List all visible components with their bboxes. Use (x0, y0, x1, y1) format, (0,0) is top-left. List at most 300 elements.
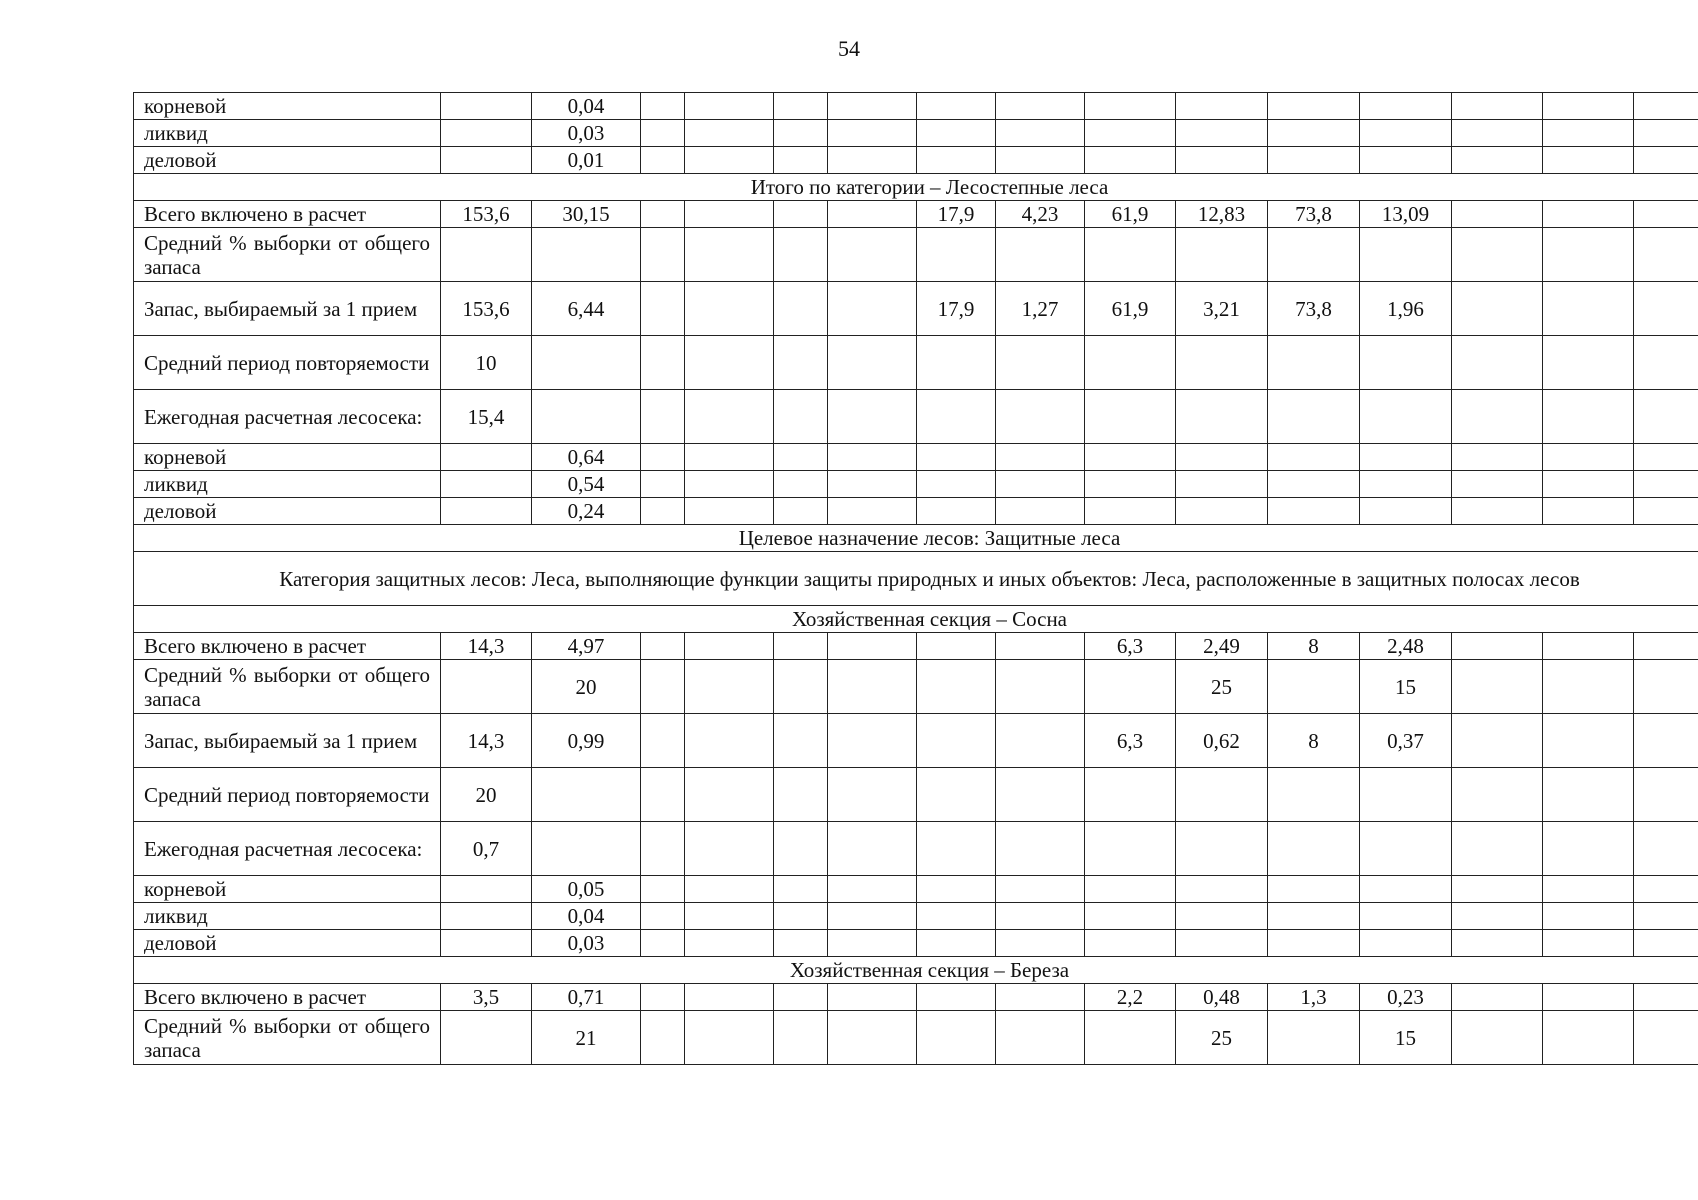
table-cell (774, 822, 828, 876)
section-header: Целевое назначение лесов: Защитные леса (134, 525, 1698, 552)
table-cell (828, 228, 917, 282)
table-row (134, 660, 1698, 714)
table-cell (1634, 984, 1698, 1011)
table-cell (685, 498, 774, 525)
table-cell (1452, 930, 1543, 957)
table-cell (641, 390, 685, 444)
table-cell: 0,62 (1176, 714, 1268, 768)
table-cell (441, 444, 532, 471)
table-cell (1085, 930, 1176, 957)
table-cell (1543, 147, 1634, 174)
table-cell: 153,6 (441, 282, 532, 336)
table-cell (917, 660, 996, 714)
table-cell (1543, 876, 1634, 903)
table-cell (1543, 444, 1634, 471)
table-cell (1176, 336, 1268, 390)
table-cell (441, 228, 532, 282)
table-cell: 2,49 (1176, 633, 1268, 660)
table-cell (1452, 444, 1543, 471)
table-cell: 0,04 (532, 903, 641, 930)
table-row (134, 390, 1698, 444)
row-label: Всего включено в расчет (134, 633, 441, 660)
row-label: деловой (134, 147, 441, 174)
table-cell (441, 930, 532, 957)
row-label: корневой (134, 444, 441, 471)
table-cell (641, 336, 685, 390)
table-cell: 6,44 (532, 282, 641, 336)
table-cell: 21 (532, 1011, 641, 1065)
table-cell (1176, 228, 1268, 282)
table-cell (774, 282, 828, 336)
table-cell (1634, 714, 1698, 768)
table-cell (1543, 822, 1634, 876)
table-cell: 17,9 (917, 201, 996, 228)
table-row (134, 903, 1698, 930)
table-cell (1085, 876, 1176, 903)
table-cell (1543, 903, 1634, 930)
table-cell (996, 336, 1085, 390)
table-cell (917, 471, 996, 498)
table-cell (641, 498, 685, 525)
table-cell: 3,5 (441, 984, 532, 1011)
table-cell: 0,64 (532, 444, 641, 471)
table-cell (828, 714, 917, 768)
table-cell (917, 822, 996, 876)
row-label: Средний % выборки от общего запаса (134, 660, 441, 714)
table-cell (917, 147, 996, 174)
table-cell (685, 282, 774, 336)
table-cell (828, 201, 917, 228)
table-row (134, 1011, 1698, 1065)
table-cell (1634, 1011, 1698, 1065)
table-cell: 0,54 (532, 471, 641, 498)
table-cell: 153,6 (441, 201, 532, 228)
table-row (134, 228, 1698, 282)
row-label: корневой (134, 876, 441, 903)
table-cell (1360, 822, 1452, 876)
table-cell (641, 201, 685, 228)
row-label: Средний период повторяемости (134, 336, 441, 390)
table-row (134, 822, 1698, 876)
table-cell (828, 120, 917, 147)
table-cell (917, 714, 996, 768)
table-cell (1452, 282, 1543, 336)
table-cell: 13,09 (1360, 201, 1452, 228)
table-row (134, 714, 1698, 768)
table-cell (917, 336, 996, 390)
table-cell (774, 390, 828, 444)
table-cell (774, 471, 828, 498)
table-cell (641, 822, 685, 876)
table-cell (774, 876, 828, 903)
table-cell (1543, 984, 1634, 1011)
table-cell: 0,71 (532, 984, 641, 1011)
table-cell (1360, 498, 1452, 525)
table-cell: 14,3 (441, 633, 532, 660)
row-label: корневой (134, 93, 441, 120)
table-cell (641, 930, 685, 957)
table-cell (996, 876, 1085, 903)
table-cell (685, 120, 774, 147)
table-cell (441, 471, 532, 498)
table-cell (685, 390, 774, 444)
table-cell (641, 471, 685, 498)
table-cell (685, 93, 774, 120)
table-cell: 2,48 (1360, 633, 1452, 660)
table-cell (641, 714, 685, 768)
table-cell (441, 498, 532, 525)
table-cell (1268, 1011, 1360, 1065)
table-row (134, 120, 1698, 147)
table-cell (1452, 228, 1543, 282)
table-cell (532, 822, 641, 876)
table-row (134, 876, 1698, 903)
table-cell (1360, 390, 1452, 444)
table-cell (1543, 498, 1634, 525)
table-cell (996, 390, 1085, 444)
table-cell (1268, 93, 1360, 120)
table-cell (1085, 903, 1176, 930)
table-cell (1360, 444, 1452, 471)
table-row (134, 147, 1698, 174)
table-cell: 15,4 (441, 390, 532, 444)
table-cell (685, 471, 774, 498)
table-cell (1176, 93, 1268, 120)
table-cell: 14,3 (441, 714, 532, 768)
table-cell (1176, 120, 1268, 147)
table-cell (828, 660, 917, 714)
table-cell: 6,3 (1085, 714, 1176, 768)
table-cell (532, 228, 641, 282)
table-cell (917, 633, 996, 660)
table-cell (641, 282, 685, 336)
table-cell: 0,99 (532, 714, 641, 768)
table-cell (996, 471, 1085, 498)
table-cell (774, 444, 828, 471)
table-cell (1268, 930, 1360, 957)
table-cell: 25 (1176, 1011, 1268, 1065)
table-cell (1634, 471, 1698, 498)
table-cell (532, 390, 641, 444)
table-row (134, 282, 1698, 336)
allowable-cut-table (133, 92, 1698, 1065)
table-cell (1452, 660, 1543, 714)
table-cell: 0,37 (1360, 714, 1452, 768)
table-cell (1360, 768, 1452, 822)
table-cell (1176, 147, 1268, 174)
table-cell: 12,83 (1176, 201, 1268, 228)
table-cell (441, 660, 532, 714)
row-label: деловой (134, 498, 441, 525)
table-cell (1452, 1011, 1543, 1065)
table-cell (1543, 282, 1634, 336)
table-cell (685, 903, 774, 930)
table-row (134, 201, 1698, 228)
table-cell (1634, 768, 1698, 822)
table-cell (1268, 336, 1360, 390)
table-cell (685, 876, 774, 903)
table-cell (1176, 471, 1268, 498)
table-cell: 8 (1268, 714, 1360, 768)
table-cell (828, 876, 917, 903)
table-cell (1268, 120, 1360, 147)
table-cell (996, 444, 1085, 471)
row-label: деловой (134, 930, 441, 957)
table-cell (774, 1011, 828, 1065)
table-cell (917, 984, 996, 1011)
table-cell (1268, 876, 1360, 903)
table-cell: 0,03 (532, 120, 641, 147)
table-cell: 30,15 (532, 201, 641, 228)
table-cell (1176, 390, 1268, 444)
table-cell (996, 147, 1085, 174)
table-cell (1360, 471, 1452, 498)
row-label: ликвид (134, 471, 441, 498)
table-cell (1634, 336, 1698, 390)
table-cell (685, 984, 774, 1011)
table-cell: 1,3 (1268, 984, 1360, 1011)
table-cell (1452, 336, 1543, 390)
table-cell (685, 336, 774, 390)
table-cell (1085, 444, 1176, 471)
table-cell (1634, 201, 1698, 228)
table-cell: 17,9 (917, 282, 996, 336)
table-cell (641, 228, 685, 282)
section-header: Хозяйственная секция – Береза (134, 957, 1698, 984)
table-row (134, 444, 1698, 471)
row-label: Всего включено в расчет (134, 984, 441, 1011)
table-cell (828, 336, 917, 390)
table-cell (641, 633, 685, 660)
table-cell (917, 444, 996, 471)
table-cell: 2,2 (1085, 984, 1176, 1011)
table-cell (774, 201, 828, 228)
table-cell (532, 768, 641, 822)
section-header-row (134, 957, 1698, 984)
table-cell (828, 93, 917, 120)
table-cell: 20 (441, 768, 532, 822)
table-cell (1360, 903, 1452, 930)
table-cell (641, 93, 685, 120)
table-cell (1543, 930, 1634, 957)
table-cell (774, 903, 828, 930)
table-row (134, 471, 1698, 498)
section-header: Категория защитных лесов: Леса, выполняющие функции защиты природных и иных объектов: Леса, расположенные в защитных полосах лесов (134, 552, 1698, 606)
table-cell (1543, 660, 1634, 714)
table-cell (996, 714, 1085, 768)
table-cell (1543, 1011, 1634, 1065)
table-cell (1452, 147, 1543, 174)
table-cell (685, 147, 774, 174)
table-cell (996, 498, 1085, 525)
table-cell (1452, 903, 1543, 930)
table-cell (996, 822, 1085, 876)
table-cell (641, 120, 685, 147)
table-cell (917, 876, 996, 903)
table-cell (685, 1011, 774, 1065)
table-cell (917, 1011, 996, 1065)
table-cell: 0,23 (1360, 984, 1452, 1011)
table-cell (1085, 336, 1176, 390)
table-cell: 0,48 (1176, 984, 1268, 1011)
row-label: Запас, выбираемый за 1 прием (134, 714, 441, 768)
table-cell (774, 336, 828, 390)
table-cell (1634, 633, 1698, 660)
table-cell (828, 903, 917, 930)
table-cell (1268, 147, 1360, 174)
table-cell: 61,9 (1085, 201, 1176, 228)
table-cell (1634, 660, 1698, 714)
table-cell (685, 714, 774, 768)
table-row (134, 498, 1698, 525)
table-cell (1268, 768, 1360, 822)
table-row (134, 984, 1698, 1011)
table-cell (1543, 768, 1634, 822)
table-cell: 0,7 (441, 822, 532, 876)
row-label: Ежегодная расчетная лесосека: (134, 390, 441, 444)
table-cell (1176, 498, 1268, 525)
table-cell (532, 336, 641, 390)
table-cell: 1,27 (996, 282, 1085, 336)
table-cell (1634, 876, 1698, 903)
table-cell (685, 768, 774, 822)
table-cell (1634, 903, 1698, 930)
table-cell (774, 93, 828, 120)
table-cell (1360, 93, 1452, 120)
table-cell (996, 1011, 1085, 1065)
table-cell: 1,96 (1360, 282, 1452, 336)
table-cell (1634, 444, 1698, 471)
table-cell (1085, 768, 1176, 822)
table-cell (1543, 714, 1634, 768)
table-cell (1543, 336, 1634, 390)
row-label: ликвид (134, 903, 441, 930)
table-cell (996, 660, 1085, 714)
table-cell (441, 903, 532, 930)
section-header: Хозяйственная секция – Сосна (134, 606, 1698, 633)
table-cell (1085, 147, 1176, 174)
table-cell (685, 201, 774, 228)
table-cell (828, 633, 917, 660)
table-cell (1543, 120, 1634, 147)
table-cell (1085, 120, 1176, 147)
table-cell (828, 930, 917, 957)
table-cell (1360, 120, 1452, 147)
table-cell (1543, 201, 1634, 228)
table-cell (641, 444, 685, 471)
table-cell (996, 633, 1085, 660)
row-label: ликвид (134, 120, 441, 147)
table-cell (1176, 903, 1268, 930)
table-cell (641, 984, 685, 1011)
section-header-row (134, 552, 1698, 606)
table-cell (1452, 390, 1543, 444)
table-cell (1634, 93, 1698, 120)
table-cell (917, 903, 996, 930)
table-cell (685, 633, 774, 660)
table-cell (641, 903, 685, 930)
table-cell (641, 660, 685, 714)
table-cell (996, 120, 1085, 147)
row-label: Всего включено в расчет (134, 201, 441, 228)
table-cell (641, 147, 685, 174)
table-cell (1085, 471, 1176, 498)
section-header-row (134, 174, 1698, 201)
table-cell: 8 (1268, 633, 1360, 660)
table-cell (1360, 876, 1452, 903)
table-cell (1176, 444, 1268, 471)
table-row (134, 768, 1698, 822)
table-cell (996, 903, 1085, 930)
table-cell (441, 876, 532, 903)
table-cell: 4,97 (532, 633, 641, 660)
row-label: Средний период повторяемости (134, 768, 441, 822)
table-cell (1634, 282, 1698, 336)
row-label: Средний % выборки от общего запаса (134, 228, 441, 282)
table-cell (996, 768, 1085, 822)
table-cell (1634, 822, 1698, 876)
table-cell (774, 660, 828, 714)
table-cell (828, 498, 917, 525)
table-cell (828, 444, 917, 471)
table-cell (774, 120, 828, 147)
table-cell (685, 822, 774, 876)
table-cell (1543, 93, 1634, 120)
table-cell (1085, 228, 1176, 282)
table-cell (1634, 498, 1698, 525)
table-cell (774, 633, 828, 660)
table-cell (996, 984, 1085, 1011)
table-cell (1634, 228, 1698, 282)
table-cell (1085, 822, 1176, 876)
section-header-row (134, 525, 1698, 552)
table-cell (1452, 984, 1543, 1011)
table-cell (1452, 822, 1543, 876)
table-cell (828, 390, 917, 444)
table-cell (774, 984, 828, 1011)
table-cell (828, 768, 917, 822)
table-cell (1268, 660, 1360, 714)
table-cell (685, 444, 774, 471)
table-cell (1634, 390, 1698, 444)
table-cell (774, 147, 828, 174)
table-cell (641, 768, 685, 822)
table-cell (828, 471, 917, 498)
table-cell: 73,8 (1268, 282, 1360, 336)
table-cell (1085, 93, 1176, 120)
table-cell (828, 984, 917, 1011)
table-cell: 6,3 (1085, 633, 1176, 660)
table-cell: 73,8 (1268, 201, 1360, 228)
table-cell (774, 768, 828, 822)
table-cell (1452, 714, 1543, 768)
table-cell (828, 1011, 917, 1065)
table-cell (1085, 390, 1176, 444)
table-cell: 20 (532, 660, 641, 714)
table-cell (774, 714, 828, 768)
table-cell (917, 93, 996, 120)
table-cell (1268, 390, 1360, 444)
table-cell: 0,04 (532, 93, 641, 120)
table-cell (1634, 147, 1698, 174)
table-row (134, 336, 1698, 390)
table-cell (1360, 228, 1452, 282)
table-cell (1634, 120, 1698, 147)
table-row (134, 633, 1698, 660)
table-cell (1452, 768, 1543, 822)
table-cell (1360, 147, 1452, 174)
table-cell: 4,23 (996, 201, 1085, 228)
